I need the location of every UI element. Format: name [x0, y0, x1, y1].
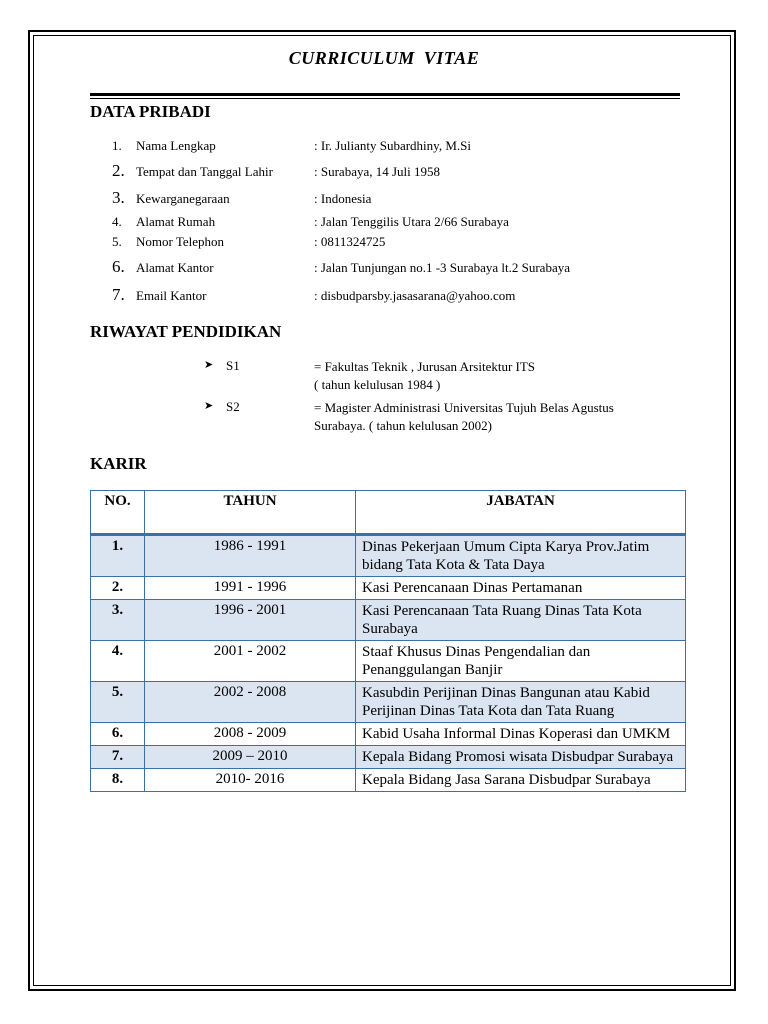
item-value: : Jalan Tenggilis Utara 2/66 Surabaya — [314, 214, 509, 229]
document-title: CURRICULUM VITAE — [288, 48, 480, 68]
title-divider-thin — [90, 98, 680, 99]
item-label: Email Kantor — [136, 288, 207, 303]
table-row — [91, 577, 686, 600]
item-value: : disbudparsby.jasasarana@yahoo.com — [314, 288, 516, 303]
section-heading-career: KARIR — [90, 454, 147, 473]
item-value: : Jalan Tunjungan no.1 -3 Surabaya lt.2 Surabaya — [314, 260, 570, 275]
item-number: 1. — [112, 138, 122, 153]
item-label: Alamat Rumah — [136, 214, 216, 229]
table-row — [91, 535, 686, 577]
item-label: Alamat Kantor — [136, 260, 214, 275]
row-position: Staaf Khusus Dinas Pengendalian dan Penanggulangan Banjir — [356, 641, 686, 682]
table-row — [91, 746, 686, 769]
row-position: Kasi Perencanaan Dinas Pertamanan — [356, 577, 686, 600]
column-header-year: TAHUN — [145, 491, 356, 535]
row-year: 2008 - 2009 — [145, 723, 356, 746]
row-position: Kepala Bidang Promosi wisata Disbudpar Surabaya — [356, 746, 686, 769]
item-value: : Ir. Julianty Subardhiny, M.Si — [314, 138, 471, 153]
arrow-bullet-icon: ➤ — [204, 400, 214, 412]
degree-year: ( tahun kelulusan 1984 ) — [314, 377, 441, 392]
table-row — [91, 682, 686, 723]
item-value: : 0811324725 — [314, 234, 386, 249]
row-year: 1986 - 1991 — [145, 535, 356, 577]
row-number: 6. — [91, 723, 145, 746]
degree-line: = Fakultas Teknik , Jurusan Arsitektur ITS — [314, 359, 536, 374]
row-year: 2001 - 2002 — [145, 641, 356, 682]
section-heading-education: RIWAYAT PENDIDIKAN — [90, 322, 282, 341]
item-number: 6. — [112, 257, 125, 276]
item-label: Tempat dan Tanggal Lahir — [136, 164, 273, 179]
table-row — [91, 600, 686, 641]
table-row — [91, 641, 686, 682]
row-position: Kepala Bidang Jasa Sarana Disbudpar Surabaya — [356, 769, 686, 792]
item-number: 5. — [112, 234, 122, 249]
row-position: Kasi Perencanaan Tata Ruang Dinas Tata Kota Surabaya — [356, 600, 686, 641]
row-number: 5. — [91, 682, 145, 723]
row-year: 1996 - 2001 — [145, 600, 356, 641]
item-label: Nama Lengkap — [136, 138, 216, 153]
row-year: 2002 - 2008 — [145, 682, 356, 723]
item-number: 3. — [112, 188, 125, 207]
row-position: Dinas Pekerjaan Umum Cipta Karya Prov.Jatim bidang Tata Kota & Tata Daya — [356, 535, 686, 577]
degree-level: S1 — [226, 358, 240, 373]
row-number: 8. — [91, 769, 145, 792]
table-row — [91, 769, 686, 792]
row-position: Kabid Usaha Informal Dinas Koperasi dan UMKM — [356, 723, 686, 746]
item-label: Nomor Telephon — [136, 234, 225, 249]
row-number: 3. — [91, 600, 145, 641]
item-number: 7. — [112, 285, 125, 304]
item-value: : Surabaya, 14 Juli 1958 — [314, 164, 441, 179]
row-number: 2. — [91, 577, 145, 600]
table-header-row — [91, 491, 686, 535]
row-year: 2010- 2016 — [145, 769, 356, 792]
row-position: Kasubdin Perijinan Dinas Bangunan atau Kabid Perijinan Dinas Tata Kota dan Tata Ruang — [356, 682, 686, 723]
row-number: 1. — [91, 535, 145, 577]
degree-line: = Magister Administrasi Universitas Tujuh Belas Agustus — [314, 400, 614, 415]
degree-description — [314, 399, 694, 435]
degree-year: Surabaya. ( tahun kelulusan 2002) — [314, 418, 492, 433]
degree-level: S2 — [226, 399, 240, 414]
row-number: 4. — [91, 641, 145, 682]
column-header-no: NO. — [91, 491, 145, 535]
row-year: 1991 - 1996 — [145, 577, 356, 600]
row-year: 2009 – 2010 — [145, 746, 356, 769]
column-header-position: JABATAN — [356, 491, 686, 535]
row-number: 7. — [91, 746, 145, 769]
table-row — [91, 723, 686, 746]
degree-description — [314, 358, 694, 394]
item-number: 2. — [112, 161, 125, 180]
arrow-bullet-icon: ➤ — [204, 359, 214, 371]
title-divider — [90, 93, 680, 96]
section-heading-personal: DATA PRIBADI — [90, 102, 211, 121]
item-label: Kewarganegaraan — [136, 191, 230, 206]
item-number: 4. — [112, 214, 122, 229]
item-value: : Indonesia — [314, 191, 372, 206]
career-table — [90, 490, 686, 792]
